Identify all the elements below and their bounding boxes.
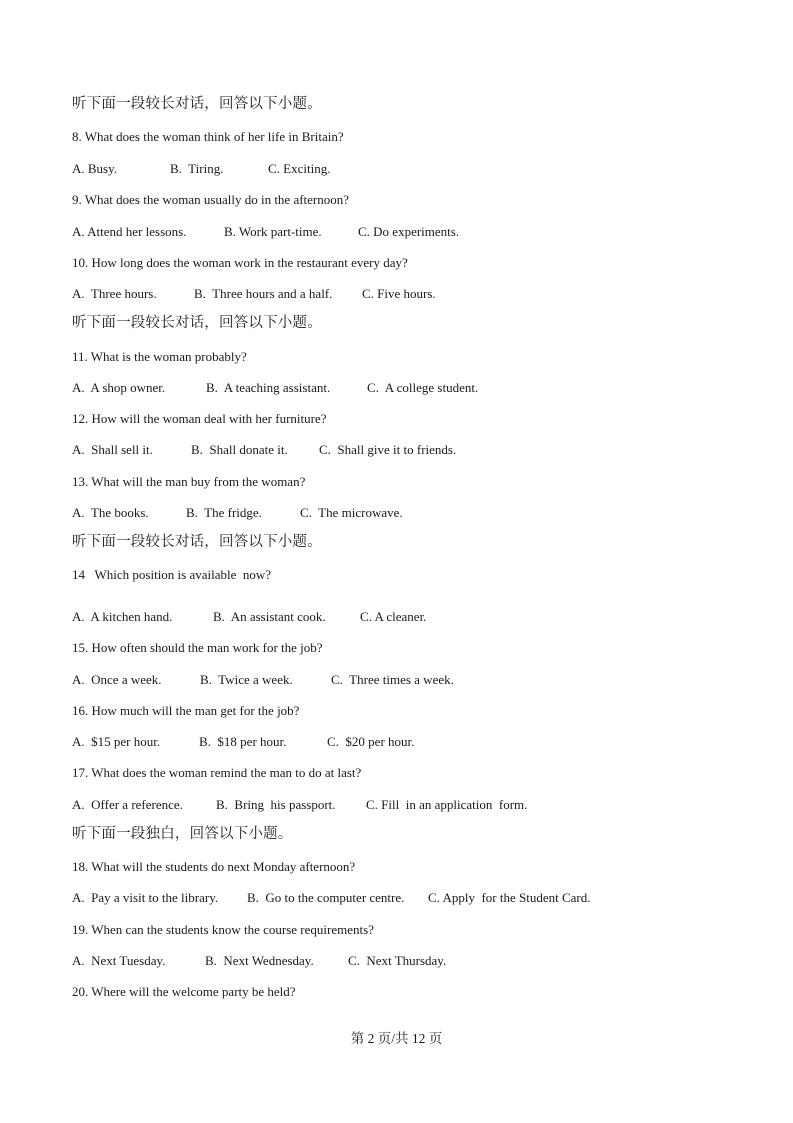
question-stem: 10. How long does the woman work in the restaurant every day? — [72, 255, 408, 270]
question-stem: 12. How will the woman deal with her furniture? — [72, 411, 327, 426]
option-b: B. Next Wednesday. — [205, 953, 314, 968]
option-b: B. Bring his passport. — [216, 797, 336, 812]
option-a: A. Three hours. — [72, 286, 157, 301]
option-c: C. Exciting. — [268, 161, 331, 176]
question-stem: 18. What will the students do next Monday afternoon? — [72, 859, 356, 874]
option-c: C. The microwave. — [300, 505, 403, 520]
option-a: A. A kitchen hand. — [72, 609, 173, 624]
option-a: A. Offer a reference. — [72, 797, 183, 812]
question-stem: 14 Which position is available now? — [72, 567, 272, 582]
option-b: B. Tiring. — [170, 161, 224, 176]
option-b: B. $18 per hour. — [199, 734, 287, 749]
question-stem: 19. When can the students know the course requirements? — [72, 922, 374, 937]
question-stem: 15. How often should the man work for the job? — [72, 640, 323, 655]
section-heading: 听下面一段独白，回答以下小题。 — [72, 826, 293, 842]
question-stem: 20. Where will the welcome party be held? — [72, 984, 296, 999]
option-b: B. A teaching assistant. — [206, 380, 331, 395]
option-c: C. A cleaner. — [360, 609, 427, 624]
question-stem: 11. What is the woman probably? — [72, 349, 247, 364]
option-c: C. A college student. — [367, 380, 479, 395]
page-number-footer: 第 2 页/共 12 页 — [350, 1031, 443, 1046]
section-heading: 听下面一段较长对话，回答以下小题。 — [72, 96, 322, 112]
option-a: A. The books. — [72, 505, 149, 520]
section-heading: 听下面一段较长对话，回答以下小题。 — [72, 315, 322, 331]
option-c: C. Five hours. — [362, 286, 436, 301]
option-b: B. Go to the computer centre. — [247, 890, 405, 905]
option-a: A. Busy. — [72, 161, 118, 176]
question-stem: 13. What will the man buy from the woman? — [72, 474, 306, 489]
option-b: B. Twice a week. — [200, 672, 293, 687]
option-c: C. $20 per hour. — [327, 734, 415, 749]
section-heading: 听下面一段较长对话，回答以下小题。 — [72, 534, 322, 550]
option-a: A. Shall sell it. — [72, 442, 153, 457]
option-b: B. An assistant cook. — [213, 609, 326, 624]
option-c: C. Do experiments. — [358, 224, 460, 239]
option-b: B. Three hours and a half. — [194, 286, 333, 301]
option-a: A. Pay a visit to the library. — [72, 890, 219, 905]
question-stem: 17. What does the woman remind the man to do at last? — [72, 765, 362, 780]
option-a: A. $15 per hour. — [72, 734, 161, 749]
option-b: B. Work part-time. — [224, 224, 322, 239]
option-b: B. Shall donate it. — [191, 442, 288, 457]
question-stem: 8. What does the woman think of her life in Britain? — [72, 129, 344, 144]
option-a: A. Once a week. — [72, 672, 162, 687]
option-c: C. Shall give it to friends. — [319, 442, 457, 457]
question-stem: 9. What does the woman usually do in the afternoon? — [72, 192, 350, 207]
option-a: A. A shop owner. — [72, 380, 166, 395]
option-c: C. Fill in an application form. — [366, 797, 528, 812]
option-c: C. Next Thursday. — [348, 953, 447, 968]
question-stem: 16. How much will the man get for the job? — [72, 703, 300, 718]
option-b: B. The fridge. — [186, 505, 262, 520]
option-a: A. Attend her lessons. — [72, 224, 187, 239]
option-c: C. Three times a week. — [331, 672, 454, 687]
option-a: A. Next Tuesday. — [72, 953, 166, 968]
option-c: C. Apply for the Student Card. — [428, 890, 591, 905]
